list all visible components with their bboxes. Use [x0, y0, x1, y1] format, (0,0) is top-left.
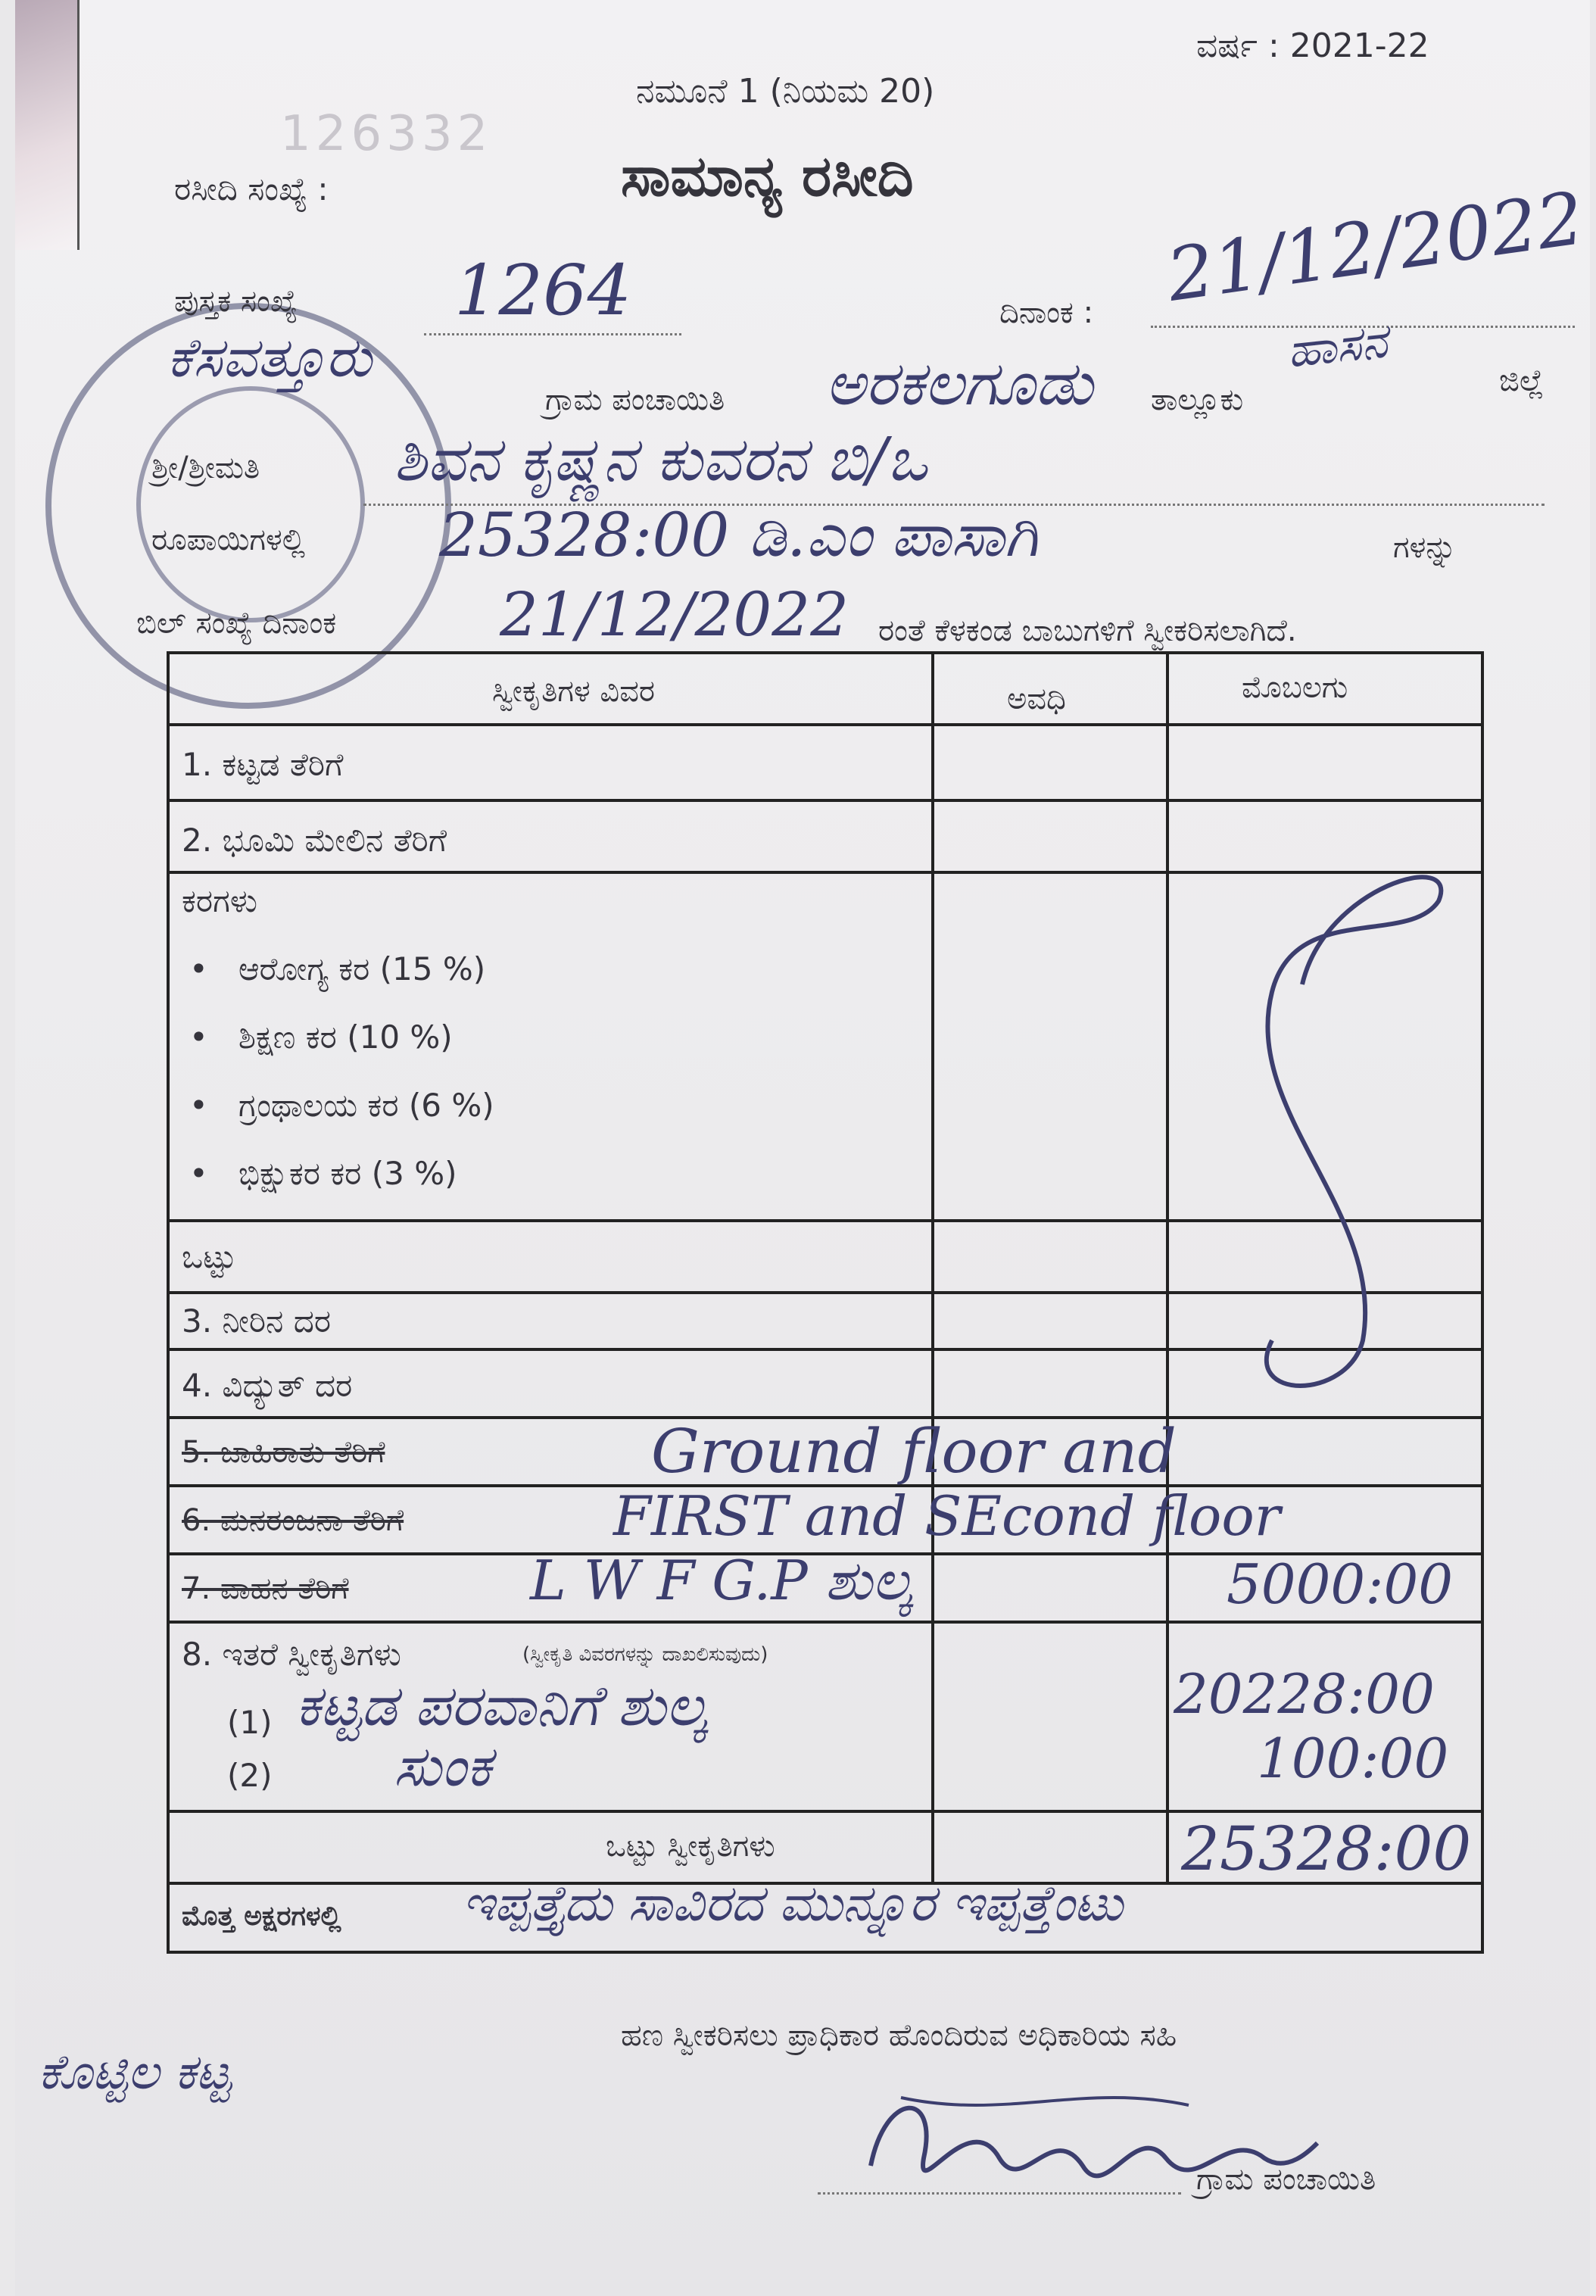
village-value: ಕೆಸವತ್ತೂರು — [167, 326, 372, 389]
margin-note: ಕೊಟ್ಟಿಲ ಕಟ್ಟ — [38, 2045, 232, 2101]
gram-panchayat-footer: ಗ್ರಾಮ ಪಂಚಾಯಿತಿ — [1196, 2162, 1376, 2197]
taxes-label: ಕರಗಳು — [182, 882, 258, 919]
form-number: ನಮೂನೆ 1 (ನಿಯಮ 20) — [636, 72, 935, 111]
row-electricity-rate: 4. ವಿದ್ಯುತ್ ದರ — [182, 1367, 353, 1404]
taluk-value: ಅರಕಲಗೂಡು — [825, 348, 1093, 419]
amount-value: 25328:00 ಡಿ.ಎಂ ಪಾಸಾಗಿ — [439, 500, 1038, 570]
row7-handwritten: L W F G.P ಶುಲ್ಕ — [530, 1549, 913, 1612]
row8-sub1-amount: 20228:00 — [1174, 1662, 1435, 1726]
taluk-label: ತಾಲ್ಲೂಕು — [1151, 382, 1244, 417]
amount-suffix: ಗಳನ್ನು — [1393, 530, 1457, 565]
authority-label: ಹಣ ಸ್ವೀಕರಿಸಲು ಪ್ರಾಧಿಕಾರ ಹೊಂದಿರುವ ಅಧಿಕಾರಿಯ ಸಹಿ — [621, 2018, 1177, 2053]
col-rule-period — [931, 651, 934, 1882]
row-rule-11 — [167, 1810, 1484, 1813]
table-top-rule — [167, 651, 1484, 654]
tax-education: • ಶಿಕ್ಷಣ ಕರ (10 %) — [189, 1019, 453, 1056]
row-rule-10 — [167, 1621, 1484, 1624]
name-value: ಶಿವನ ಕೃಷ್ಣನ ಕುವರನ ಬಿ/ಒ — [394, 424, 928, 494]
receipt-table — [167, 651, 1484, 1954]
row8-sub1-text: ಕಟ್ಟಡ ಪರವಾನಿಗೆ ಶುಲ್ಕ — [295, 1674, 708, 1739]
name-label: ಶ್ರೀ/ಶ್ರೀಮತಿ — [151, 451, 260, 485]
row-water-rate: 3. ನೀರಿನ ದರ — [182, 1302, 332, 1340]
row-advertisement-tax: 5. ಜಾಹಿರಾತು ತೆರಿಗೆ — [182, 1435, 385, 1470]
subtotal-label: ಒಟ್ಟು — [182, 1238, 237, 1275]
total-label: ಒಟ್ಟು ಸ್ವೀಕೃತಿಗಳು — [606, 1829, 775, 1864]
book-no-value: 1264 — [454, 250, 632, 331]
row-building-tax: 1. ಕಟ್ಟಡ ತೆರಿಗೆ — [182, 746, 344, 783]
serial-number: 126332 — [280, 106, 493, 162]
amount-label: ರೂಪಾಯಿಗಳಲ್ಲಿ — [151, 523, 305, 557]
bill-date-value: 21/12/2022 — [500, 579, 849, 650]
attached-photo-corner — [15, 0, 79, 250]
row-land-tax: 2. ಭೂಮಿ ಮೇಲಿನ ತೆರಿಗೆ — [182, 822, 447, 859]
cancel-squiggle — [1211, 856, 1461, 1401]
tax-library: • ಗ್ರಂಥಾಲಯ ಕರ (6 %) — [189, 1087, 494, 1124]
row-other-receipts: 8. ಇತರೆ ಸ್ವೀಕೃತಿಗಳು — [182, 1636, 401, 1673]
book-no-line — [424, 333, 681, 335]
words-label: ಮೊತ್ತ ಅಕ್ಷರಗಳಲ್ಲಿ — [182, 1901, 341, 1932]
tax-health: • ಆರೋಗ್ಯ ಕರ (15 %) — [189, 950, 486, 987]
header-period: ಅವಧಿ — [1007, 682, 1066, 716]
year-label: ವರ್ಷ : 2021-22 — [1196, 27, 1429, 65]
officer-signature — [856, 2075, 1325, 2219]
receipt-paper — [15, 0, 1590, 2296]
row5-handwritten: Ground floor and — [651, 1416, 1177, 1486]
received-text: ರಂತೆ ಕೆಳಕಂಡ ಬಾಬುಗಳಿಗೆ ಸ್ವೀಕರಿಸಲಾಗಿದೆ. — [878, 613, 1297, 648]
table-right-rule — [1481, 651, 1484, 1954]
tax-health-text: ಆರೋಗ್ಯ ಕರ (15 %) — [238, 950, 486, 987]
receipt-no-label: ರಸೀದಿ ಸಂಖ್ಯೆ : — [174, 170, 329, 207]
tax-beggary-text: ಭಿಕ್ಷುಕರ ಕರ (3 %) — [238, 1155, 457, 1192]
tax-beggary: • ಭಿಕ್ಷುಕರ ಕರ (3 %) — [189, 1155, 457, 1192]
bill-label: ಬಿಲ್ ಸಂಖ್ಯೆ ದಿನಾಂಕ — [136, 606, 337, 641]
date-label: ದಿನಾಂಕ : — [999, 295, 1094, 330]
row8-note: (ಸ್ವೀಕೃತಿ ವಿವರಗಳನ್ನು ದಾಖಲಿಸುವುದು) — [522, 1643, 768, 1666]
tax-education-text: ಶಿಕ್ಷಣ ಕರ (10 %) — [238, 1019, 453, 1056]
book-no-label: ಪುಸ್ತಕ ಸಂಖ್ಯೆ — [174, 284, 298, 319]
amount-in-words: ಇಪ್ಪತ್ತೈದು ಸಾವಿರದ ಮುನ್ನೂರ ಇಪ್ಪತ್ತೆಂಟು — [462, 1874, 1124, 1933]
row8-sub2-text: ಸುಂಕ — [394, 1734, 491, 1799]
row-vehicle-tax: 7. ವಾಹನ ತೆರಿಗೆ — [182, 1571, 349, 1606]
row-rule-2 — [167, 799, 1484, 802]
table-left-rule — [167, 651, 170, 1954]
row6-handwritten: FIRST and SEcond floor — [613, 1484, 1281, 1548]
receipt-title: ಸಾಮಾನ್ಯ ರಸೀದಿ — [621, 144, 914, 209]
table-bottom-rule — [167, 1951, 1484, 1954]
row8-sub2-no: (2) — [227, 1757, 273, 1794]
district-label: ಜಿಲ್ಲೆ — [1499, 363, 1545, 398]
total-amount: 25328:00 — [1181, 1814, 1472, 1884]
header-details: ಸ್ವೀಕೃತಿಗಳ ವಿವರ — [492, 674, 656, 709]
row7-amount: 5000:00 — [1227, 1552, 1454, 1616]
gram-panchayat-label: ಗ್ರಾಮ ಪಂಚಾಯಿತಿ — [545, 382, 725, 417]
col-rule-amount — [1166, 651, 1169, 1882]
seal-inner-ring — [136, 386, 365, 622]
row8-sub1-no: (1) — [227, 1704, 273, 1741]
date-value: 21/12/2022 — [1161, 176, 1589, 318]
row-rule-1 — [167, 723, 1484, 726]
header-amount: ಮೊಬಲಗು — [1242, 670, 1348, 705]
district-value: ಹಾಸನ — [1284, 313, 1390, 379]
row-entertainment-tax: 6. ಮನರಂಜನಾ ತೆರಿಗೆ — [182, 1503, 404, 1538]
row8-sub2-amount: 100:00 — [1257, 1727, 1449, 1790]
tax-library-text: ಗ್ರಂಥಾಲಯ ಕರ (6 %) — [238, 1087, 494, 1124]
